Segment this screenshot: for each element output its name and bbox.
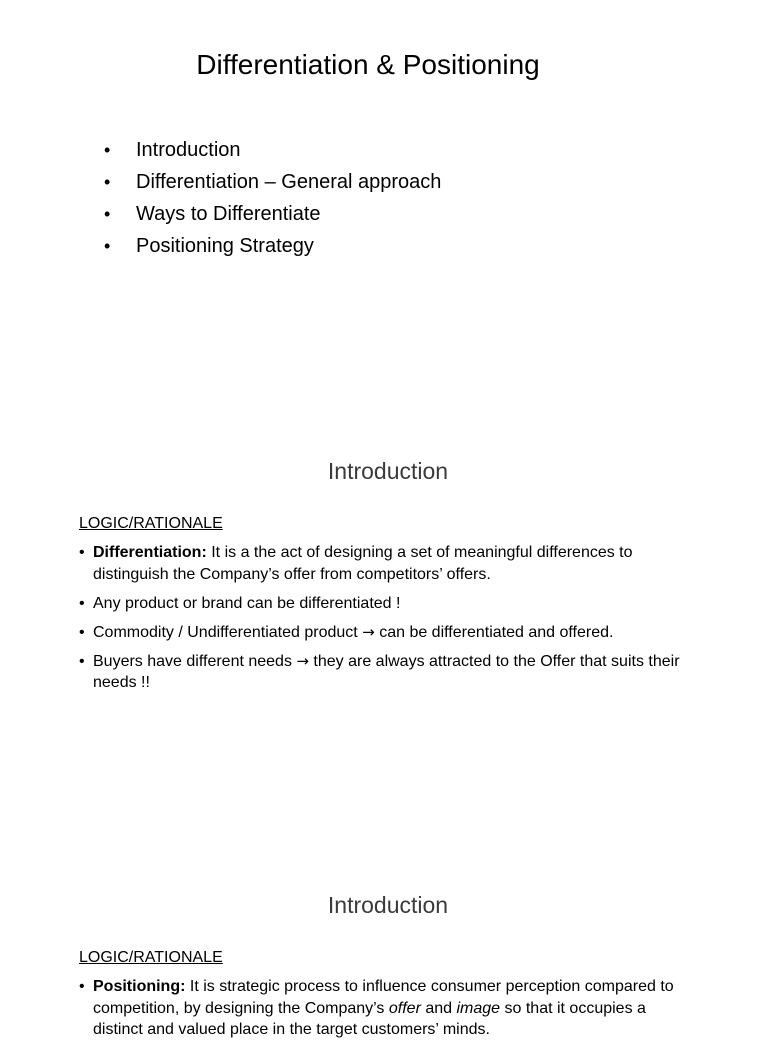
list-item	[79, 651, 699, 694]
list-item	[79, 542, 699, 585]
point-text: Any product or brand can be differentiated !	[93, 594, 401, 612]
term-label: Positioning:	[93, 978, 186, 995]
slide-title: Introduction	[327, 458, 449, 484]
slide-agenda	[0, 0, 768, 420]
point-text: can be differentiated and offered.	[374, 623, 614, 641]
emphasis-text: image	[456, 999, 501, 1017]
point-text: so that it occupies a distinct and valued place in the target customers’ minds.	[93, 999, 646, 1038]
arrow-right-icon: →	[362, 622, 375, 641]
bullet-icon: •	[104, 204, 111, 224]
list-item	[79, 622, 699, 644]
agenda-item	[104, 198, 441, 230]
bullet-icon: •	[79, 544, 85, 561]
bullet-icon: •	[79, 978, 85, 995]
term-label: Differentiation:	[93, 544, 207, 561]
point-list	[79, 542, 699, 701]
list-item	[79, 593, 699, 615]
bullet-icon: •	[79, 652, 85, 670]
bullet-icon: •	[79, 623, 85, 641]
point-text: and	[420, 999, 457, 1017]
agenda-list	[104, 134, 441, 262]
bullet-icon: •	[104, 140, 111, 160]
point-text: It is a the act of designing a set of meaningful differences to distinguish the Company’s offer from competitors’ offers.	[93, 544, 633, 583]
section-label: LOGIC/RATIONALE	[79, 949, 223, 966]
section-label: LOGIC/RATIONALE	[79, 515, 223, 532]
point-list	[79, 976, 699, 1048]
point-text: Buyers have different needs	[93, 652, 297, 670]
slide-introduction-differentiation	[0, 434, 768, 844]
agenda-item	[104, 134, 441, 166]
agenda-item-label: Introduction	[136, 139, 241, 161]
agenda-item-label: Ways to Differentiate	[136, 203, 321, 225]
agenda-item-label: Positioning Strategy	[136, 235, 314, 257]
bullet-icon: •	[104, 172, 111, 192]
point-text: Commodity / Undifferentiated product	[93, 623, 363, 641]
bullet-icon: •	[79, 594, 85, 612]
list-item	[79, 976, 699, 1041]
bullet-icon: •	[104, 236, 111, 256]
slide-title: Differentiation & Positioning	[196, 49, 540, 80]
point-text: It is strategic process to influence consumer perception compared to competition, by designing the Company’s	[93, 978, 674, 1017]
emphasis-text: offer	[388, 999, 421, 1017]
agenda-item	[104, 230, 441, 262]
slide-introduction-positioning	[0, 868, 768, 1038]
agenda-item-label: Differentiation – General approach	[136, 171, 442, 193]
slide-title: Introduction	[327, 892, 449, 918]
point-text: they are always attracted to the Offer that suits their needs !!	[93, 652, 680, 691]
arrow-right-icon: →	[296, 651, 309, 670]
agenda-item	[104, 166, 441, 198]
